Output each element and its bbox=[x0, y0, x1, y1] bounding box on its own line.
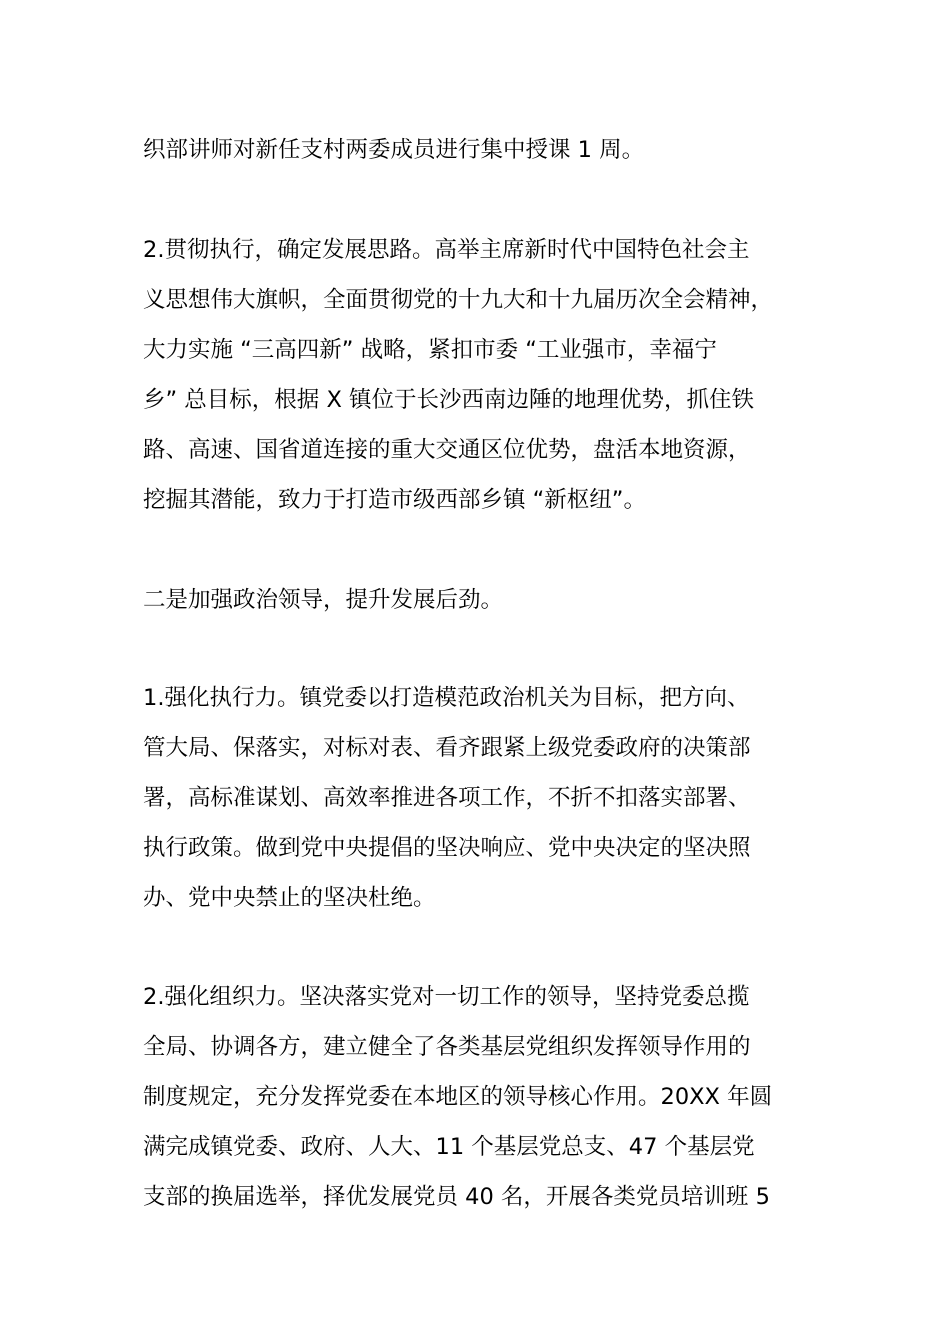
paragraph-line: 管大局、保落实，对标对表、看齐跟紧上级党委政府的决策部 bbox=[143, 735, 751, 761]
paragraph-line: 织部讲师对新任支村两委成员进行集中授课 1 周。 bbox=[143, 137, 645, 163]
paragraph-line: 2.强化组织力。坚决落实党对一切工作的领导，坚持党委总揽 bbox=[143, 984, 750, 1010]
paragraph-line: 全局、协调各方，建立健全了各类基层党组织发挥领导作用的 bbox=[143, 1034, 751, 1060]
paragraph-line: 署，高标准谋划、高效率推进各项工作，不折不扣落实部署、 bbox=[143, 785, 751, 811]
paragraph-line: 1.强化执行力。镇党委以打造模范政治机关为目标，把方向、 bbox=[143, 685, 750, 711]
section-heading: 二是加强政治领导，提升发展后劲。 bbox=[143, 587, 504, 613]
paragraph-line: 2.贯彻执行，确定发展思路。高举主席新时代中国特色社会主 bbox=[143, 237, 750, 263]
paragraph-line: 乡” 总目标，根据 X 镇位于长沙西南边陲的地理优势，抓住铁 bbox=[143, 387, 755, 413]
paragraph-line: 路、高速、国省道连接的重大交通区位优势，盘活本地资源， bbox=[143, 437, 751, 463]
paragraph-line: 支部的换届选举，择优发展党员 40 名，开展各类党员培训班 5 bbox=[143, 1184, 770, 1210]
paragraph-line: 执行政策。做到党中央提倡的坚决响应、党中央决定的坚决照 bbox=[143, 835, 751, 861]
paragraph-line: 办、党中央禁止的坚决杜绝。 bbox=[143, 885, 436, 911]
paragraph-line: 挖掘其潜能，致力于打造市级西部乡镇 “新枢纽”。 bbox=[143, 487, 646, 513]
paragraph-line: 制度规定，充分发挥党委在本地区的领导核心作用。20XX 年圆 bbox=[143, 1084, 773, 1110]
paragraph-line: 义思想伟大旗帜，全面贯彻党的十九大和十九届历次全会精神， bbox=[143, 287, 774, 313]
paragraph-line: 满完成镇党委、政府、人大、11 个基层党总支、47 个基层党 bbox=[143, 1134, 755, 1160]
paragraph-line: 大力实施 “三高四新” 战略，紧扣市委 “工业强市，幸福宁 bbox=[143, 337, 717, 363]
